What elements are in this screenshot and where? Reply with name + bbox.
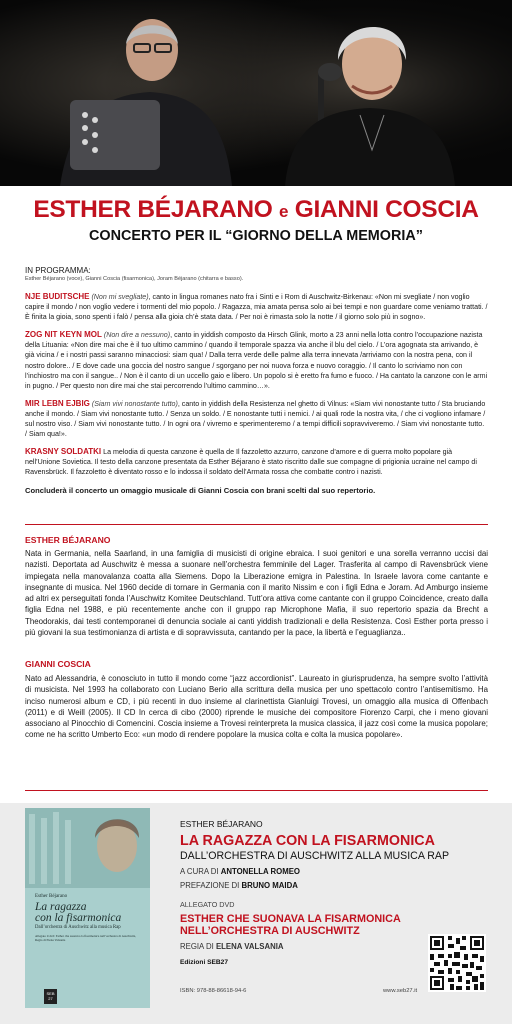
- event-subtitle: CONCERTO PER IL “GIORNO DELLA MEMORIA”: [89, 228, 423, 244]
- qr-code-icon[interactable]: [428, 934, 486, 992]
- isbn: ISBN: 978-88-86618-94-6: [180, 988, 247, 994]
- book-preface: [180, 881, 490, 890]
- title-name-gianni: GIANNI COSCIA: [294, 196, 479, 223]
- book-title: LA RAGAZZA CON LA FISARMONICA: [180, 833, 435, 849]
- book-cover: [25, 808, 150, 1008]
- dvd-title-line2: NELL’ORCHESTRA DI AUSCHWITZ: [180, 925, 360, 937]
- book-author: ESTHER BÉJARANO: [180, 819, 263, 829]
- cover-title-line1: La ragazza: [35, 901, 87, 913]
- publisher: Edizioni SEB27: [180, 959, 228, 966]
- publisher-logo: SEB 27: [44, 989, 57, 1004]
- divider: [25, 790, 488, 791]
- song-title: MIR LEBN EJBIG: [25, 398, 90, 408]
- bio-title-esther: ESTHER BÉJARANO: [25, 535, 111, 545]
- song-description: , canto in yiddish composto da Hirsch Glink, morto a 23 anni nella lotta contro l’occupazione nazista della Lituania: «Non dire mai che è il tuo ultimo cammino / quando il temporale spazza via anche il blu del cielo. / L’ora agognata sta arrivando, è già vicina / e i nostri passi saranno minacciosi: siam qua! / Dalla terra verde delle palme alla terra innevata /arriviamo con la nostra pena, con il nostro dolore.. / E dove cade una goccia del nostro sangue / sgorgano per noi nuova forza e nuovo coraggio. / Il canto lo scriviamo non con l’inchiostro ma con il sangue.. / Non è il canto di un uccello gaio e libero. Un popolo si è eretto fra fumo e fuoco. / Ha cantato la canzone con le armi in pugno. / Per questo non dire mai che stai percorrendo l’ultimo cammino…».: [25, 331, 488, 390]
- title-conjunction: e: [279, 202, 289, 221]
- event-title: [0, 196, 512, 224]
- concert-photo: [0, 0, 512, 186]
- song-item: [25, 292, 488, 322]
- cover-small-text: Allegato il dvd: Esther che suonava la fisarmonica nell’orchestra di Auschwitz, Regia di Elena Valsania: [35, 934, 136, 943]
- regia-label: REGIA DI: [180, 942, 214, 951]
- song-translation: (Non dire a nessuno): [103, 331, 171, 340]
- curator-label: A CURA DI: [180, 867, 219, 876]
- cover-author: Esther Béjarano: [35, 894, 68, 899]
- song-title: NJE BUDITSCHE: [25, 292, 90, 301]
- bio-text-esther: Nata in Germania, nella Saarland, in una famiglia di musicisti di origine ebraica. I suoi genitori e una sorella verranno uccisi dai nazisti. Deportata ad Auschwitz è messa a suonare nell’orchestra femminile del Lager. Trasferita al campo di Ravensbrück viene impiegata nella manovalanza coatta alla Siemens. Dopo la Liberazione emigra in Palestina. In Israele lavora come cantante e insegnante di musica. Nel 1960 decide di tornare in Germania con il marito Nissim e con i figli Edna e Joram. Ad Amburgo insieme ad altri ex perseguitati fonda l’Auschwitz Komitee Deutschland. Tutt’ora attiva come cantante con il gruppo Coincidence, creato dalla figlia Edna nel 1988, e più recentemente anche con il gruppo rap Microphone Mafia, il suo repertorio spazia da Brecht a Theodorakis, dai testi contemporanei di denuncia sociale ai canti yiddish tradizionali e della Resistenza. Così Esther porta presso i più giovani la sua testimonianza di artista e di sopravvissuta, cantando per la pace, la libertà e l’eguaglianza..: [25, 549, 488, 638]
- cover-title-line2: con la fisarmonica: [35, 911, 122, 924]
- song-description: , canto in lingua romanes nato fra i Sinti e i Rom di Auschwitz-Birkenau: «Non mi svegliate / non voglio capire il mondo / non voglio vedere i tormenti del mio popolo. / Ragazza, mia amata pensa solo ai bei tempi e non guardare come veniamo trattati. / È finita la gioia, sono spenti i falò / pensa alla gioia ch’è stata data. / Per noi è rimasta solo la notte / il giorno solo più in sogno».: [25, 293, 488, 322]
- dvd-title-line1: ESTHER CHE SUONAVA LA FISARMONICA: [180, 913, 401, 925]
- program-heading: IN PROGRAMMA:: [25, 266, 91, 275]
- song-item: [25, 330, 488, 391]
- bio-text-gianni: Nato ad Alessandria, è conosciuto in tutto il mondo come “jazz accordionist”. Laureato in giurisprudenza, ha sempre svolto l’attività di musicista. Nel 1993 ha collaborato con Luciano Berio alla scrittura della musica per uno spettacolo contro l’antisemitismo. Ha inciso numerosi album e CD, i più recenti in duo insieme al clarinettista Gianluigi Trovesi, un omaggio alla musica di Offenbach (2011) e di Weill (2005). Il CD In cerca di cibo (2000) riprende le musiche dei compositore Fiorenzo Carpi, che i meno giovani associano al Pinocchio di Comencini. Coscia insieme a Trovesi reinterpreta la musica classica, il jazz così come la musica popolare; come ne ha scritto Umberto Eco: «un modo di rendere popolare la musica colta e colta la musica popolare».: [25, 674, 488, 740]
- bio-title-gianni: GIANNI COSCIA: [25, 659, 91, 669]
- program-section: [25, 266, 488, 496]
- dvd-label: ALLEGATO DVD: [180, 900, 235, 909]
- song-description: La melodia di questa canzone è quella de Il fazzoletto azzurro, canzone d’amore e di guerra molto popolare già nell’Unione Sovietica. Il testo della canzone presentata da Esther Béjarano è stato riscritto dalle sue compagne di prigionia ucraine nel campo di Ravensbrück. Il fazzoletto è diventato rosso e lo indossa il soldato dell’Armata rossa che combatte contro i nazisti.: [25, 448, 477, 477]
- song-title: ZOG NIT KEYN MOL: [25, 330, 102, 340]
- book-curator: [180, 867, 490, 876]
- cover-subtitle: Dall’orchestra di Auschwitz alla musica Rap: [35, 925, 121, 930]
- song-title: KRASNY SOLDATKI: [25, 447, 102, 457]
- preface-label: PREFAZIONE DI: [180, 881, 240, 890]
- website-link[interactable]: www.seb27.it: [383, 988, 418, 994]
- divider: [25, 524, 488, 525]
- regia-name: ELENA VALSANIA: [215, 942, 284, 951]
- song-item: [25, 399, 488, 439]
- cover-title: [35, 902, 143, 923]
- song-translation: (Siam vivi nonostante tutto): [91, 399, 178, 408]
- program-cast: Esther Béjarano (voce), Gianni Coscia (fisarmonica), Joram Béjarano (chitarra e basso).: [25, 276, 244, 282]
- song-translation: (Non mi svegliate): [91, 293, 149, 301]
- book-cover-text: [35, 894, 143, 942]
- title-name-esther: ESTHER BÉJARANO: [33, 196, 273, 223]
- preface-name: BRUNO MAIDA: [241, 881, 298, 890]
- song-description: , canto in yiddish della Resistenza nel ghetto di Vilnus: «Siam vivi nonostante tutto / Sta bruciando anche il mondo. / Siam vivi nonostante tutto. / Senza un soldo. / E nonostante tutti i nemici. / ai quali rode la nostra vita, / che ci vogliono infamare / sul nostro viso. / Siam vivi nonostante tutto. / In ogni ora / vivremo e sperimenteremo / a tempi difficili sopravviveremo. / Siam vivi nonostante tutto. / Siam qua!».: [25, 399, 486, 439]
- program-conclusion: Concluderà il concerto un omaggio musicale di Gianni Coscia con brani scelti dal suo repertorio.: [25, 485, 376, 495]
- curator-name: ANTONELLA ROMEO: [220, 867, 301, 876]
- song-item: [25, 447, 488, 477]
- book-subtitle: DALL’ORCHESTRA DI AUSCHWITZ ALLA MUSICA RAP: [180, 850, 450, 862]
